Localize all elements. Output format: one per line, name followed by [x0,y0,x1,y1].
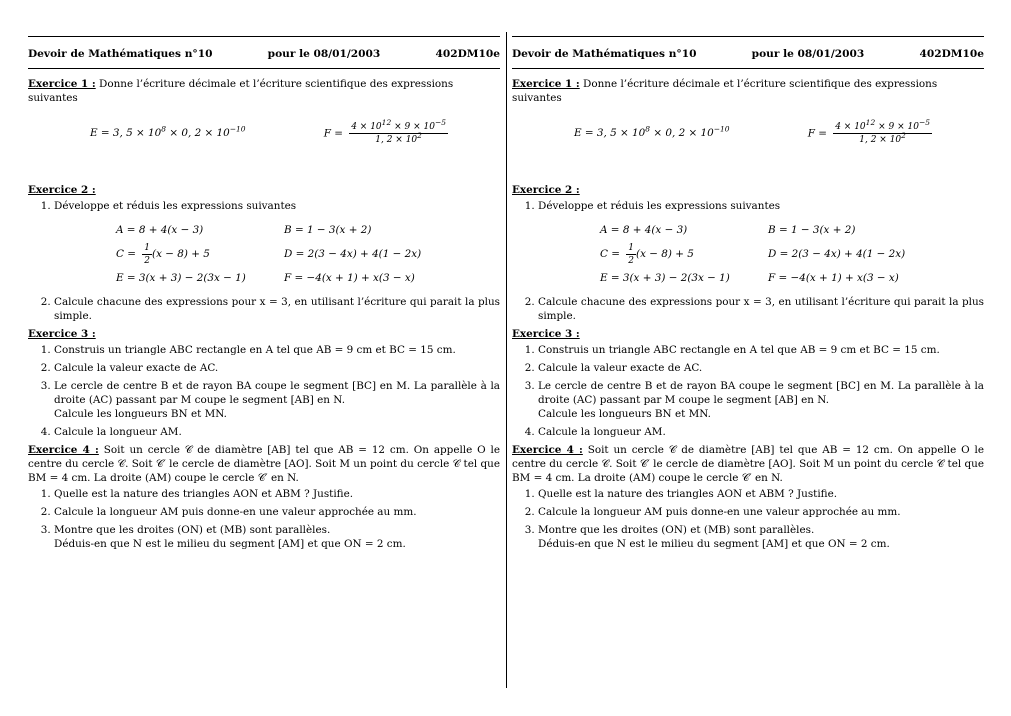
list-item: 1. Quelle est la nature des triangles AON et ABM ? Justifie. [538,487,984,501]
exercise-text: Soit un cercle 𝒞 de diamètre [AB] tel que AB = 12 cm. On appelle O le centre du cercle 𝒞. Soit 𝒞′ le cercle de diamètre [AO]. Soit M un point du cercle 𝒞 tel que BM = 4 cm. La droite (AM) coupe le cercle 𝒞′ en N. [512,444,984,484]
header-date: pour le 08/01/2003 [751,48,865,60]
exercise-2 [512,183,984,323]
header-code: 402DM10e [435,48,500,60]
formula-row [574,113,932,153]
exercise-title: Exercice 4 : [512,444,583,456]
expression-a: A = 8 + 4(x − 3) [600,224,688,236]
expression-b: B = 1 − 3(x + 2) [284,224,372,236]
list-item: 2. Calcule la valeur exacte de AC. [54,361,500,375]
list-item: 4. Calcule la longueur AM. [538,425,984,439]
expression-a: A = 8 + 4(x − 3) [116,224,204,236]
formula-e: E = 3, $5 \times 10^8 \times 0$, $2 \times 10^{-10}$ [90,124,246,139]
list-item: 2. Calcule chacune des expressions pour x = 3, en utilisant l’écriture qui parait la plus simple. [54,295,500,323]
expression-f: F = −4(x + 1) + x(3 − x) [284,272,415,284]
expression-c: C = $\frac{1}{2}$ (x − 8) + 5 [116,242,210,266]
expression-c: C = $\frac{1}{2}$ (x − 8) + 5 [600,242,694,266]
expression-grid [116,221,500,287]
header-title: Devoir de Mathématiques n°10 [28,48,213,60]
header-rule [28,68,500,69]
exercise-1 [28,77,500,153]
expression-e: E = 3(x + 3) − 2(3x − 1) [116,272,246,284]
formula-f-fraction: $\frac{4 \times 10^{12} \times 9 \times 10^{-5}}{1, 2 \times 10^2}$ [351,117,446,145]
worksheet-header [512,37,984,68]
list-item: 2. Calcule la longueur AM puis donne-en une valeur approchée au mm. [54,505,500,519]
exercise-title: Exercice 3 : [512,328,580,340]
exercise-title: Exercice 1 : [512,78,580,90]
expression-e: E = 3(x + 3) − 2(3x − 1) [600,272,730,284]
header-rule [512,68,984,69]
expression-d: D = 2(3 − 4x) + 4(1 − 2x) [768,248,906,260]
list-item: 2. Calcule la longueur AM puis donne-en une valeur approchée au mm. [538,505,984,519]
list-item: 3. Le cercle de centre B et de rayon BA coupe le segment [BC] en M. La parallèle à la droite (AC) passant par M coupe le segment [AB] en N. Calcule les longueurs BN et MN. [54,379,500,421]
expression-f: F = −4(x + 1) + x(3 − x) [768,272,899,284]
worksheet-copy-left [28,36,500,555]
exercise-title: Exercice 2 : [512,184,580,196]
exercise-title: Exercice 1 : [28,78,96,90]
list-item: 2. Calcule chacune des expressions pour x = 3, en utilisant l’écriture qui parait la plus simple. [538,295,984,323]
list-item: 2. Calcule la valeur exacte de AC. [538,361,984,375]
expression-b: B = 1 − 3(x + 2) [768,224,856,236]
list-item: 3. Montre que les droites (ON) et (MB) sont parallèles. Déduis-en que N est le milieu du segment [AM] et que ON = 2 cm. [54,523,500,551]
formula-f: F = $\frac{4 \times 10^{12} \times 9 \times 10^{-5}}{1, 2 \times 10^2}$ [807,117,930,145]
exercise-4 [28,443,500,551]
worksheet-copy-right [512,36,984,555]
list-item: 1. Construis un triangle ABC rectangle en A tel que AB = 9 cm et BC = 15 cm. [54,343,500,357]
exercise-title: Exercice 4 : [28,444,99,456]
formula-f-fraction: $\frac{4 \times 10^{12} \times 9 \times 10^{-5}}{1, 2 \times 10^2}$ [835,117,930,145]
exercise-3 [512,327,984,439]
formula-e: E = 3, $5 \times 10^8 \times 0$, $2 \times 10^{-10}$ [574,124,730,139]
exercise-title: Exercice 2 : [28,184,96,196]
list-item: 1. Développe et réduis les expressions suivantes A = 8 + 4(x − 3) B = 1 − 3(x + 2) C = $\frac{1}{2}$ (x − 8) + 5 D = 2(3 − 4x) + 4(1 − 2x) E = 3(x + 3) − 2(3x − 1) F = −4(x + 1) + x(3 − x) [54,199,500,287]
header-title: Devoir de Mathématiques n°10 [512,48,697,60]
list-item: 3. Montre que les droites (ON) et (MB) sont parallèles. Déduis-en que N est le milieu du segment [AM] et que ON = 2 cm. [538,523,984,551]
formula-row [90,113,448,153]
list-item: 3. Le cercle de centre B et de rayon BA coupe le segment [BC] en M. La parallèle à la droite (AC) passant par M coupe le segment [AB] en N. Calcule les longueurs BN et MN. [538,379,984,421]
exercise-text: Donne l’écriture décimale et l’écriture scientifique des expressions suivantes [512,78,938,104]
exercise-text: Soit un cercle 𝒞 de diamètre [AB] tel que AB = 12 cm. On appelle O le centre du cercle 𝒞. Soit 𝒞′ le cercle de diamètre [AO]. Soit M un point du cercle 𝒞 tel que BM = 4 cm. La droite (AM) coupe le cercle 𝒞′ en N. [28,444,500,484]
exercise-2 [28,183,500,323]
expression-d: D = 2(3 − 4x) + 4(1 − 2x) [284,248,422,260]
list-item: 1. Développe et réduis les expressions suivantes A = 8 + 4(x − 3) B = 1 − 3(x + 2) C = $\frac{1}{2}$ (x − 8) + 5 D = 2(3 − 4x) + 4(1 − 2x) E = 3(x + 3) − 2(3x − 1) F = −4(x + 1) + x(3 − x) [538,199,984,287]
exercise-title: Exercice 3 : [28,328,96,340]
expression-grid [600,221,984,287]
header-date: pour le 08/01/2003 [267,48,381,60]
exercise-1 [512,77,984,153]
worksheet-header [28,37,500,68]
list-item: 4. Calcule la longueur AM. [54,425,500,439]
header-code: 402DM10e [919,48,984,60]
formula-f: F = $\frac{4 \times 10^{12} \times 9 \times 10^{-5}}{1, 2 \times 10^2}$ [323,117,446,145]
list-item: 1. Construis un triangle ABC rectangle en A tel que AB = 9 cm et BC = 15 cm. [538,343,984,357]
list-item: 1. Quelle est la nature des triangles AON et ABM ? Justifie. [54,487,500,501]
column-divider [506,32,507,688]
exercise-text: Donne l’écriture décimale et l’écriture scientifique des expressions suivantes [28,78,454,104]
exercise-3 [28,327,500,439]
exercise-4 [512,443,984,551]
